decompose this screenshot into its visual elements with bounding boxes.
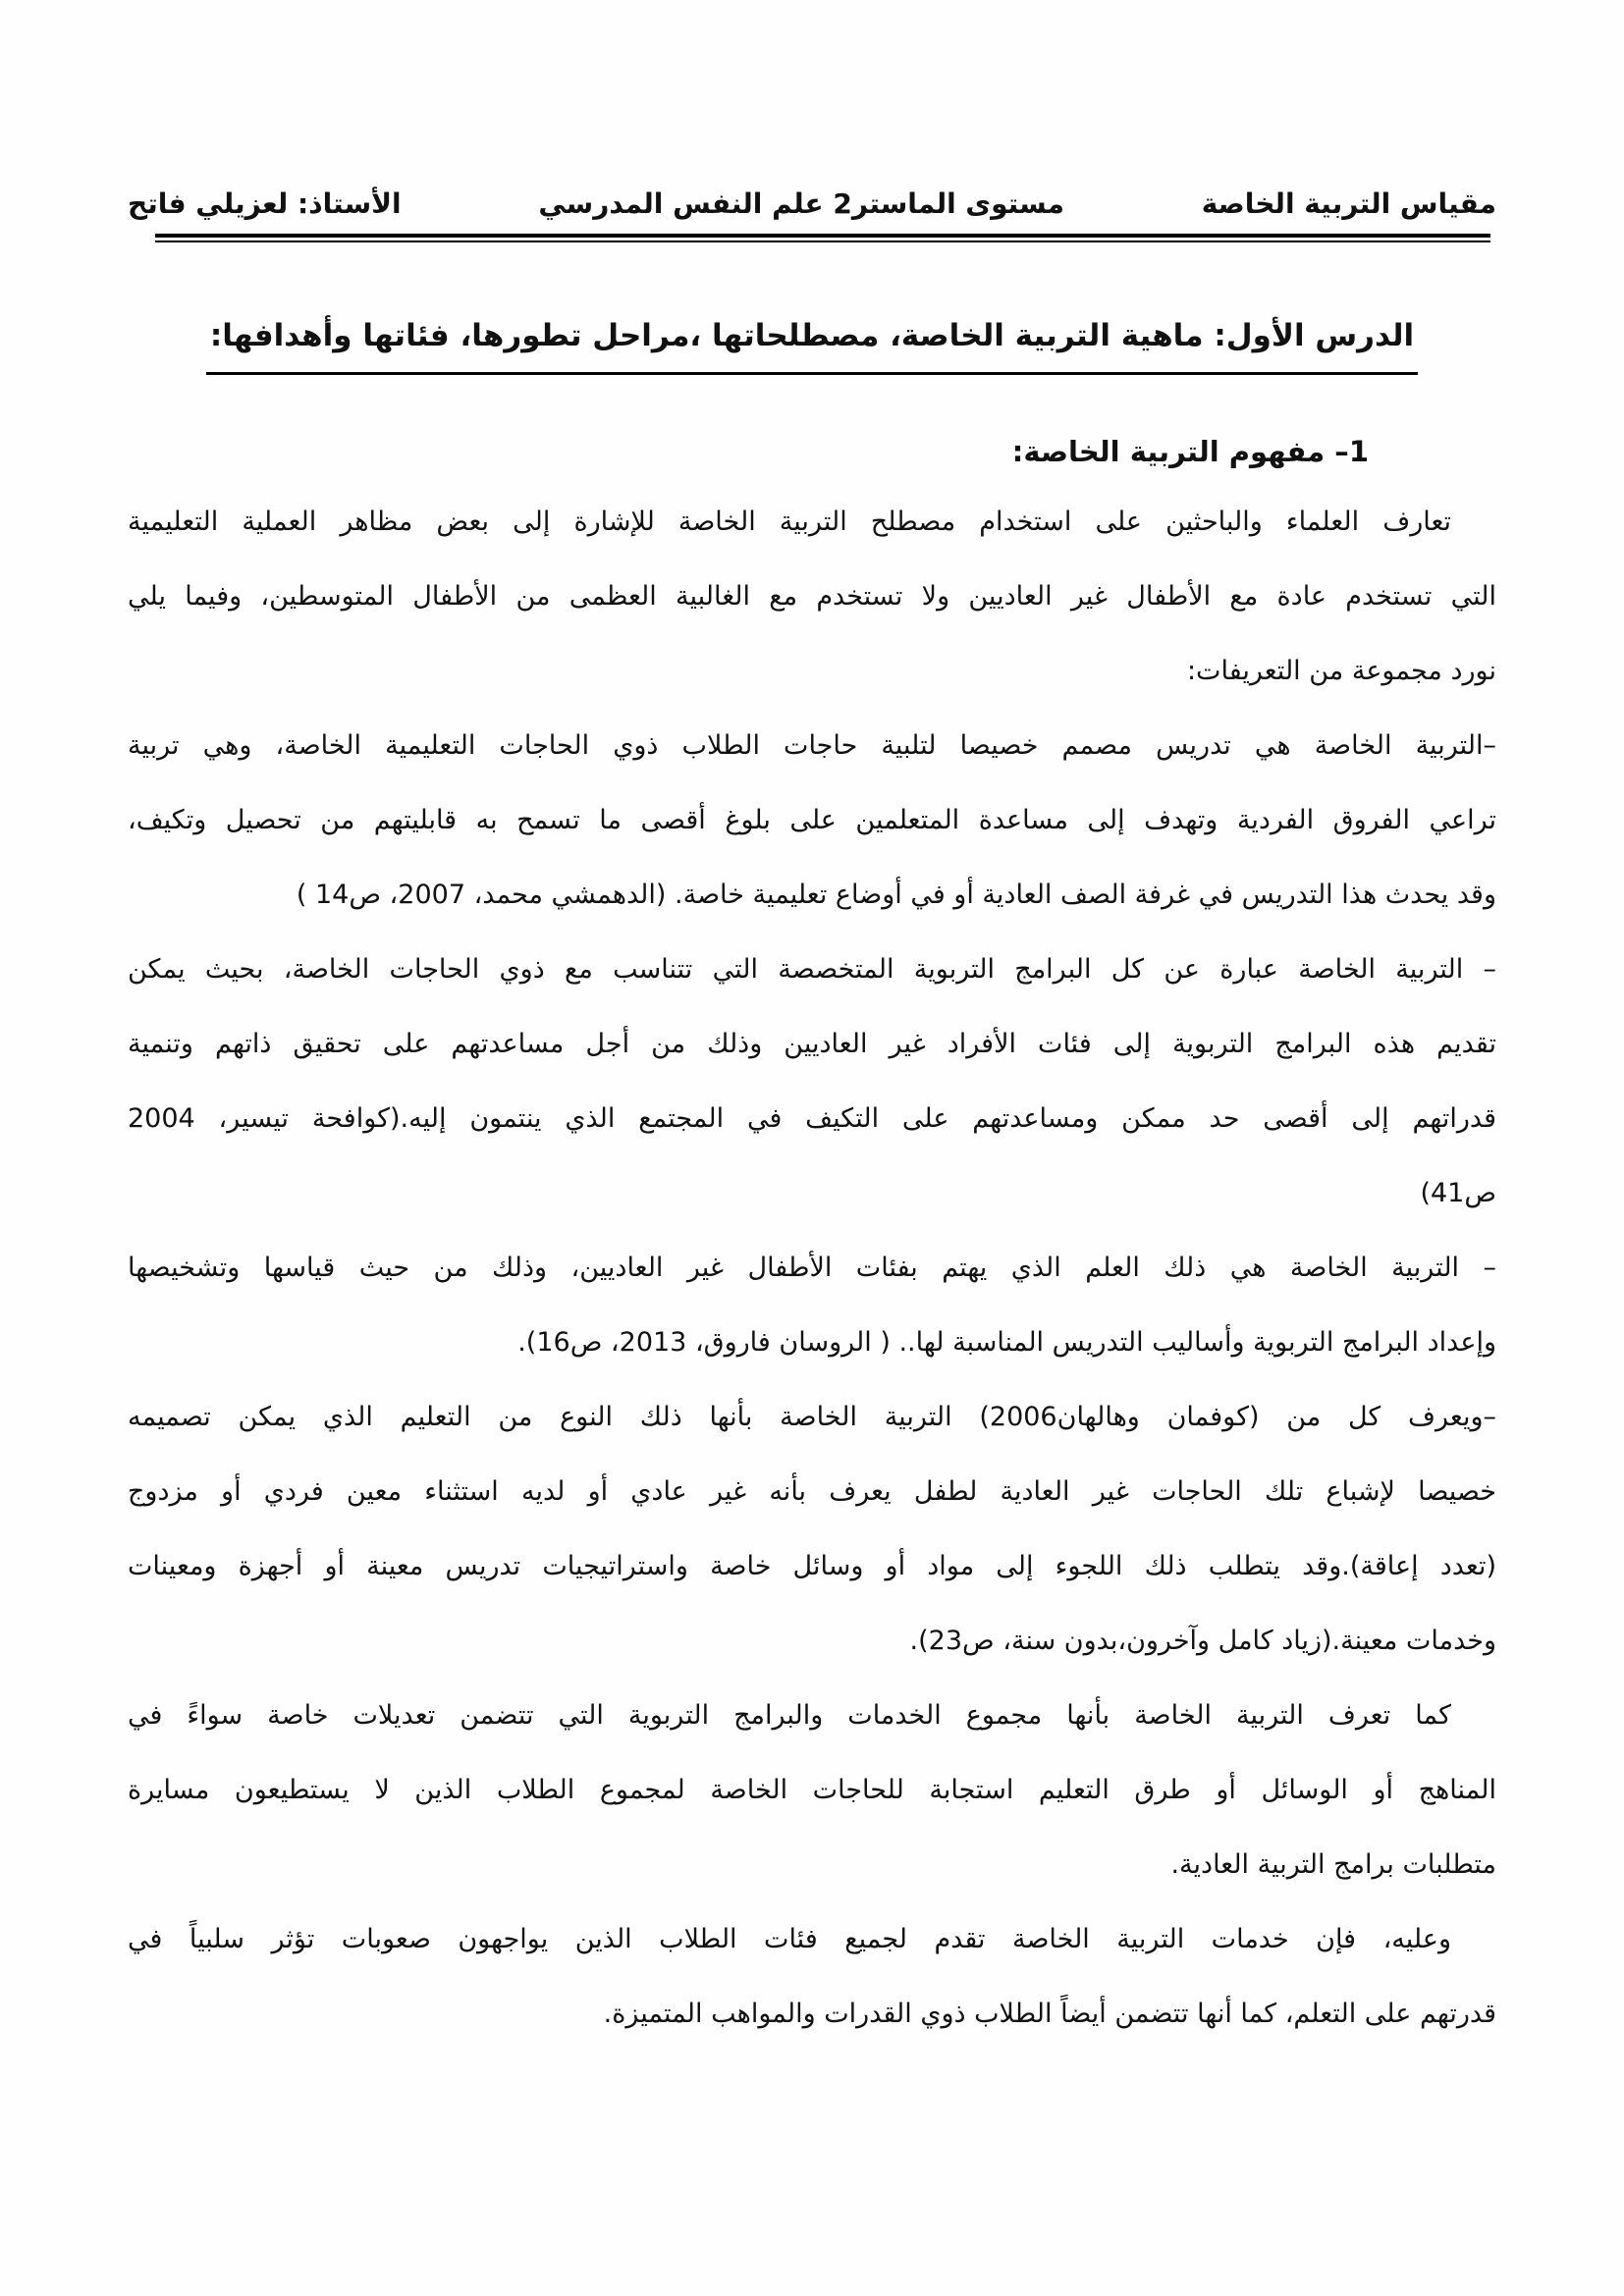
body-text — [128, 485, 1496, 2052]
paragraph — [128, 1902, 1496, 2052]
text-line: وخدمات معينة.(زياد كامل وآخرون،بدون سنة، ص23). — [909, 1626, 1496, 1656]
header-divider-line — [155, 234, 1490, 242]
text-line: تقديم هذه البرامج التربوية إلى فئات الأفراد غير العاديين وذلك من أجل مساعدتهم على تحقيق ذاتهم وتنمية — [128, 1029, 1496, 1059]
text-line: كما تعرف التربية الخاصة بأنها مجموع الخدمات والبرامج التربوية التي تتضمن تعديلات خاصة سواءً في — [128, 1700, 1451, 1731]
text-line: ص41) — [1420, 1178, 1496, 1208]
paragraph — [128, 1231, 1496, 1380]
text-line: وعليه، فإن خدمات التربية الخاصة تقدم لجميع فئات الطلاب الذين يواجهون صعوبات تؤثر سلبياً في — [128, 1924, 1451, 1954]
text-line: التي تستخدم عادة مع الأطفال غير العاديين ولا تستخدم مع الغالبية العظمى من الأطفال المتوسطين، وفيما يلي — [128, 581, 1496, 612]
lesson-title: الدرس الأول: ماهية التربية الخاصة، مصطلحاتها ،مراحل تطورها، فئاتها وأهدافها: — [206, 315, 1418, 375]
text-line: تراعي الفروق الفردية وتهدف إلى مساعدة المتعلمين على بلوغ أقصى ما تسمح به قابليتهم من تحصيل وتكيف، — [128, 805, 1496, 835]
paragraph — [128, 1679, 1496, 1902]
paragraphs — [128, 485, 1496, 2052]
text-line: قدرتهم على التعلم، كما أنها تتضمن أيضاً الطلاب ذوي القدرات والمواهب المتميزة. — [603, 1999, 1496, 2029]
text-line: وإعداد البرامج التربوية وأساليب التدريس المناسبة لها.. ( الروسان فاروق، 2013، ص16). — [517, 1327, 1496, 1358]
paragraph — [128, 709, 1496, 933]
lesson-title-row — [128, 315, 1496, 375]
text-line: خصيصا لإشباع تلك الحاجات غير العادية لطفل يعرف بأنه غير عادي أو لديه استثناء معين فردي أو مزدوج — [128, 1476, 1496, 1507]
text-line: نورد مجموعة من التعريفات: — [1186, 656, 1496, 686]
text-line: –ويعرف كل من (كوفمان وهالهان2006) التربية الخاصة بأنها ذلك النوع من التعليم الذي يمكن تصميمه — [128, 1402, 1496, 1432]
text-line: – التربية الخاصة عبارة عن كل البرامج التربوية المتخصصة التي تتناسب مع ذوي الحاجات الخاصة، بحيث يمكن — [128, 954, 1496, 985]
header-professor: الأستاذ: لعزيلي فاتح — [128, 187, 402, 220]
text-line: (تعدد إعاقة).وقد يتطلب ذلك اللجوء إلى مواد أو وسائل خاصة واستراتيجيات تدريس معينة أو أجهزة ومعينات — [128, 1551, 1496, 1581]
paragraph — [128, 1380, 1496, 1679]
text-line: المناهج أو الوسائل أو طرق التعليم استجابة للحاجات الخاصة لمجموع الطلاب الذين لا يستطيعون مسايرة — [128, 1775, 1496, 1805]
header-level: مستوى الماستر2 علم النفس المدرسي — [538, 187, 1064, 220]
paragraph — [128, 933, 1496, 1231]
text-line: تعارف العلماء والباحثين على استخدام مصطلح التربية الخاصة للإشارة إلى بعض مظاهر العملية التعليمية — [128, 507, 1451, 537]
header-course-name: مقياس التربية الخاصة — [1201, 187, 1496, 220]
page-header — [128, 0, 1496, 222]
text-line: قدراتهم إلى أقصى حد ممكن ومساعدتهم على التكيف في المجتمع الذي ينتمون إليه.(كوافحة تيسير، 2004 — [128, 1103, 1496, 1134]
text-line: وقد يحدث هذا التدريس في غرفة الصف العادية أو في أوضاع تعليمية خاصة. (الدهمشي محمد، 2007، ص14 ) — [296, 880, 1496, 910]
text-line: متطلبات برامج التربية العادية. — [1170, 1849, 1496, 1880]
text-line: – التربية الخاصة هي ذلك العلم الذي يهتم بفئات الأطفال غير العاديين، وذلك من حيث قياسها وتشخيصها — [128, 1253, 1496, 1283]
text-line: –التربية الخاصة هي تدريس مصمم خصيصا لتلبية حاجات الطلاب ذوي الحاجات التعليمية الخاصة، وهي تربية — [128, 730, 1496, 761]
section-heading: 1– مفهوم التربية الخاصة: — [1011, 435, 1369, 468]
paragraph — [128, 485, 1496, 709]
